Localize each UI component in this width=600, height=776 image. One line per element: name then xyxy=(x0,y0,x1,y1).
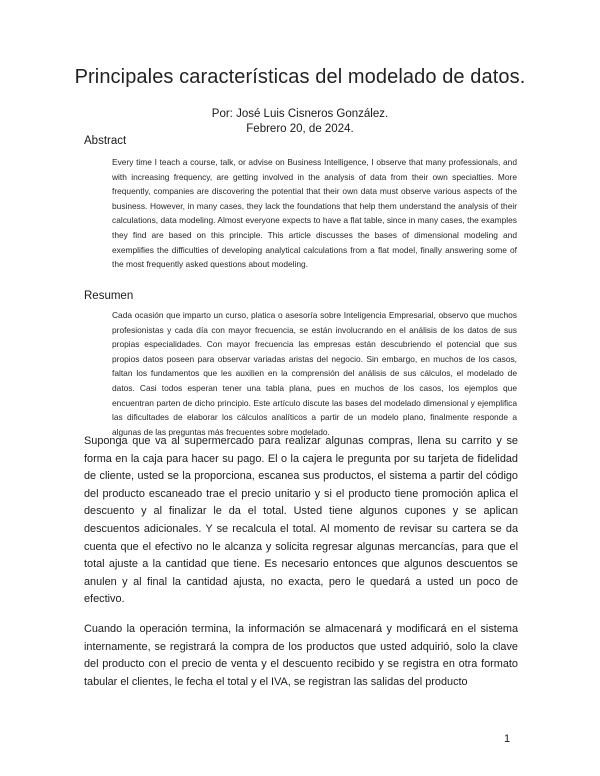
page-number: 1 xyxy=(504,733,511,745)
body-paragraph-1: Suponga que va al supermercado para realizar algunas compras, llena su carrito y se forma en la caja para hacer su pago. El o la cajera le pregunta por su tarjeta de fidelidad de cliente, usted se la proporciona, escanea sus productos, el sistema a partir del código del producto escaneado trae el precio unitario y si el producto tiene promoción aplica el descuento y al finalizar le da el total. Usted tiene algunos cupones y se aplican descuentos adicionales. Y se recalcula el total. Al momento de revisar su cartera se da cuenta que el efectivo no le alcanza y solicita regresar algunas mercancías, para que el total ajuste a la cantidad que tiene. Es necesario entonces que algunos descuentos se anulen y al final la cantidad ajusta, no exacta, pero le quedará a usted un poco de efectivo. xyxy=(84,435,518,606)
byline xyxy=(40,107,560,137)
body-paragraph-2: Cuando la operación termina, la información se almacenará y modificará en el sistema internamente, se registrará la compra de los productos que usted adquirió, solo la clave del producto con el precio de venta y el descuento recibido y se registra en otra formato tabular el clientes, le fecha el total y el IVA, se registran las salidas del producto xyxy=(84,623,518,688)
abstract-heading: Abstract xyxy=(84,135,127,147)
resumen-heading: Resumen xyxy=(84,290,134,302)
document-title: Principales características del modelado de datos. xyxy=(74,66,526,88)
date-line: Febrero 20, de 2024. xyxy=(246,123,354,135)
abstract-text: Every time I teach a course, talk, or advise on Business Intelligence, I observe that many professionals, and with increasing frequency, are getting involved in the analysis of data from their own specialties. More frequently, companies are discovering the potential that their own data must observe various aspects of the business. However, in many cases, they lack the foundations that help them understand the analysis of their calculations, data modeling. Almost everyone expects to have a flat table, since in many cases, the examples they find are based on this principle. This article discusses the bases of dimensional modeling and exemplifies the difficulties of developing analytical calculations from a flat model, finally answering some of the most frequently asked questions about modeling. xyxy=(112,157,517,270)
author-line: Por: José Luis Cisneros González. xyxy=(211,108,389,120)
resumen-text: Cada ocasión que imparto un curso, platica o asesoría sobre Inteligencia Empresarial, observo que muchos profesionistas y cada día con mayor frecuencia, se están involucrando en el análisis de los datos de sus propias especialidades. Con mayor frecuencia las empresas están descubriendo el potencial que sus propios datos poseen para observar variadas aristas del negocio. Sin embargo, en muchos de los casos, faltan los fundamentos que les auxilien en la comprensión del análisis de sus cálculos, el modelado de datos. Casi todos esperan tener una tabla plana, pues en muchos de los casos, los ejemplos que encuentran parten de dicho principio. Este artículo discute las bases del modelado dimensional y ejemplifica las dificultades de elaborar los cálculos analíticos a partir de un modelo plano, finalmente responde a algunas de las preguntas más frecuentes sobre modelado. xyxy=(112,310,517,437)
